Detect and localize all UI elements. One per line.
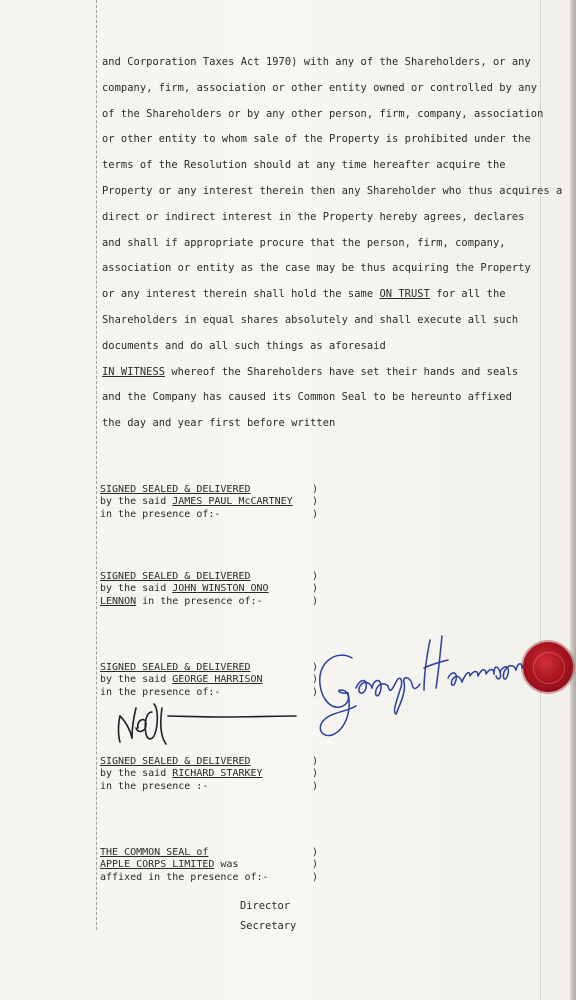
body-line: documents and do all such things as aforesaid (102, 339, 386, 352)
george-harrison-signature (320, 636, 532, 736)
common-seal-label: THE COMMON SEAL of (100, 847, 209, 858)
signatory-name: GEORGE HARRISON (172, 674, 263, 686)
witness-text: whereof the Shareholders have set their hands and seals (165, 365, 519, 378)
body-line: and shall if appropriate procure that the person, firm, company, (102, 236, 506, 249)
company-name: APPLE CORPS LIMITED (100, 859, 215, 871)
bracket: ) (312, 508, 319, 520)
body-line: and the Company has caused its Common Seal to be hereunto affixed (102, 391, 512, 404)
by-the-said: by the said (100, 674, 173, 686)
signed-sealed-label: SIGNED SEALED & DELIVERED (100, 756, 251, 767)
signatory-name: JAMES PAUL McCARTNEY (172, 496, 293, 508)
red-wax-seal (523, 642, 573, 692)
by-the-said: by the said (100, 496, 173, 508)
bracket: ) (312, 571, 319, 582)
bracket: ) (312, 686, 319, 698)
witness-signature (119, 704, 297, 744)
bracket: ) (312, 484, 319, 495)
presence-label: in the presence of:- (100, 686, 221, 698)
body-line: association or entity as the case may be thus acquiring the Property (102, 262, 531, 275)
body-line: or other entity to whom sale of the Property is prohibited under the (102, 133, 531, 146)
body-line: company, firm, association or other entity owned or controlled by any (102, 81, 538, 94)
presence-label: in the presence :- (100, 780, 209, 792)
body-line: the day and year first before written (102, 417, 336, 430)
trust-before: or any interest therein shall hold the same (102, 288, 380, 301)
bracket: ) (312, 859, 319, 871)
signed-sealed-label: SIGNED SEALED & DELIVERED (100, 484, 251, 495)
director-label: Director (240, 900, 291, 912)
signatory-name: RICHARD STARKEY (172, 768, 263, 780)
bracket: ) (312, 847, 319, 858)
bracket: ) (312, 595, 319, 607)
body-line: terms of the Resolution should at any time hereafter acquire the (102, 159, 506, 172)
bracket: ) (312, 674, 319, 686)
body-line: direct or indirect interest in the Property hereby agrees, declares (102, 210, 525, 223)
bracket: ) (312, 496, 319, 508)
body-line: Property or any interest therein then any Shareholder who thus acquires a (102, 184, 563, 197)
in-witness-heading: IN WITNESS (102, 365, 166, 378)
presence-label: in the presence of:- (100, 508, 221, 520)
body-line: of the Shareholders or by any other person, firm, company, association (102, 107, 544, 120)
signed-sealed-label: SIGNED SEALED & DELIVERED (100, 662, 251, 673)
by-the-said: by the said (100, 768, 173, 780)
bracket: ) (312, 768, 319, 780)
body-line: Shareholders in equal shares absolutely and shall execute all such (102, 313, 519, 326)
bracket: ) (312, 780, 319, 792)
was-text: was (214, 859, 239, 871)
bracket: ) (312, 756, 319, 767)
signatory-name: JOHN WINSTON ONO (172, 583, 269, 595)
body-line: and Corporation Taxes Act 1970) with any of the Shareholders, or any (102, 56, 531, 68)
secretary-label: Secretary (240, 920, 297, 932)
by-the-said: by the said (100, 583, 173, 595)
presence-label: in the presence of:- (136, 595, 263, 607)
bracket: ) (312, 583, 319, 595)
bracket: ) (312, 871, 319, 883)
signed-sealed-label: SIGNED SEALED & DELIVERED (100, 571, 251, 582)
seal-ring (533, 652, 565, 684)
trust-after: for all the (429, 288, 506, 301)
bracket: ) (312, 662, 319, 673)
signatory-name: LENNON (100, 595, 137, 607)
on-trust-text: ON TRUST (379, 288, 430, 301)
presence-label: affixed in the presence of:- (100, 871, 269, 883)
